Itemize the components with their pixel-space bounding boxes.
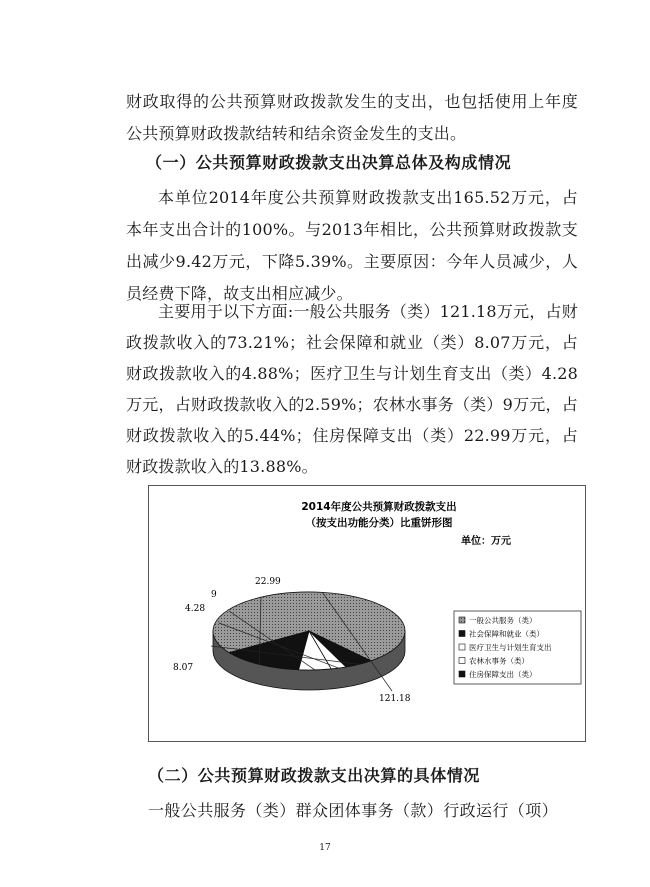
legend-swatch-3 [459, 658, 465, 664]
legend-swatch-4 [459, 671, 465, 677]
section-heading-overall: （一）公共预算财政拨款支出决算总体及构成情况 [146, 153, 512, 172]
legend-swatch-2 [459, 644, 465, 650]
legend-label-1: 社会保障和就业（类） [469, 629, 544, 639]
pie-value-label-0: 121.18 [379, 694, 411, 704]
pie-value-label-4: 22.99 [255, 577, 281, 587]
chart-title-line2: （按支出功能分类）比重饼形图 [305, 517, 453, 529]
legend-label-0: 一般公共服务（类） [469, 616, 537, 625]
legend-label-2: 医疗卫生与计划生育支出 [469, 643, 552, 652]
chart-unit-label: 单位：万元 [461, 536, 511, 547]
legend-swatch-0 [459, 617, 465, 623]
paragraph-detail-first-line: 一般公共服务（类）群众团体事务（款）行政运行（项） [148, 801, 559, 820]
paragraph-expenditure-breakdown: 主要用于以下方面:一般公共服务（类）121.18万元，占财政拨款收入的73.21%；社会保障和就业（类）8.07万元，占财政拨款收入的4.88%；医疗卫生与计划生育支出（类）4.28万元，占财政拨款收入的2.59%；农林水事务（类）9万元，占财政拨款收入的5.44%；住房保障支出（类）22.99万元，占财政拨款收入的13.88%。 [126, 302, 578, 476]
pie-chart [149, 486, 585, 741]
section-heading-details: （二）公共预算财政拨款支出决算的具体情况 [148, 766, 481, 785]
legend-swatch-1 [459, 631, 465, 637]
legend-label-3: 农林水事务（类） [469, 656, 529, 666]
pie-value-label-2: 4.28 [185, 604, 206, 614]
pie-chart-box [148, 485, 586, 742]
legend-label-4: 住房保障支出（类） [469, 670, 537, 679]
paragraph-intro: 财政取得的公共预算财政拨款发生的支出，也包括使用上年度公共预算财政拨款结转和结余资金发生的支出。 [126, 92, 578, 143]
pie-value-label-1: 8.07 [173, 663, 194, 673]
paragraph-total-expenditure: 本单位2014年度公共预算财政拨款支出165.52万元，占本年支出合计的100%。与2013年相比，公共预算财政拨款支出减少9.42万元，下降5.39%。主要原因：今年人员减少，人员经费下降，故支出相应减少。 [126, 188, 578, 303]
pie-value-label-3: 9 [211, 590, 217, 600]
page-number: 17 [319, 843, 331, 853]
chart-title-line1: 2014年度公共预算财政拨款支出 [301, 501, 457, 513]
